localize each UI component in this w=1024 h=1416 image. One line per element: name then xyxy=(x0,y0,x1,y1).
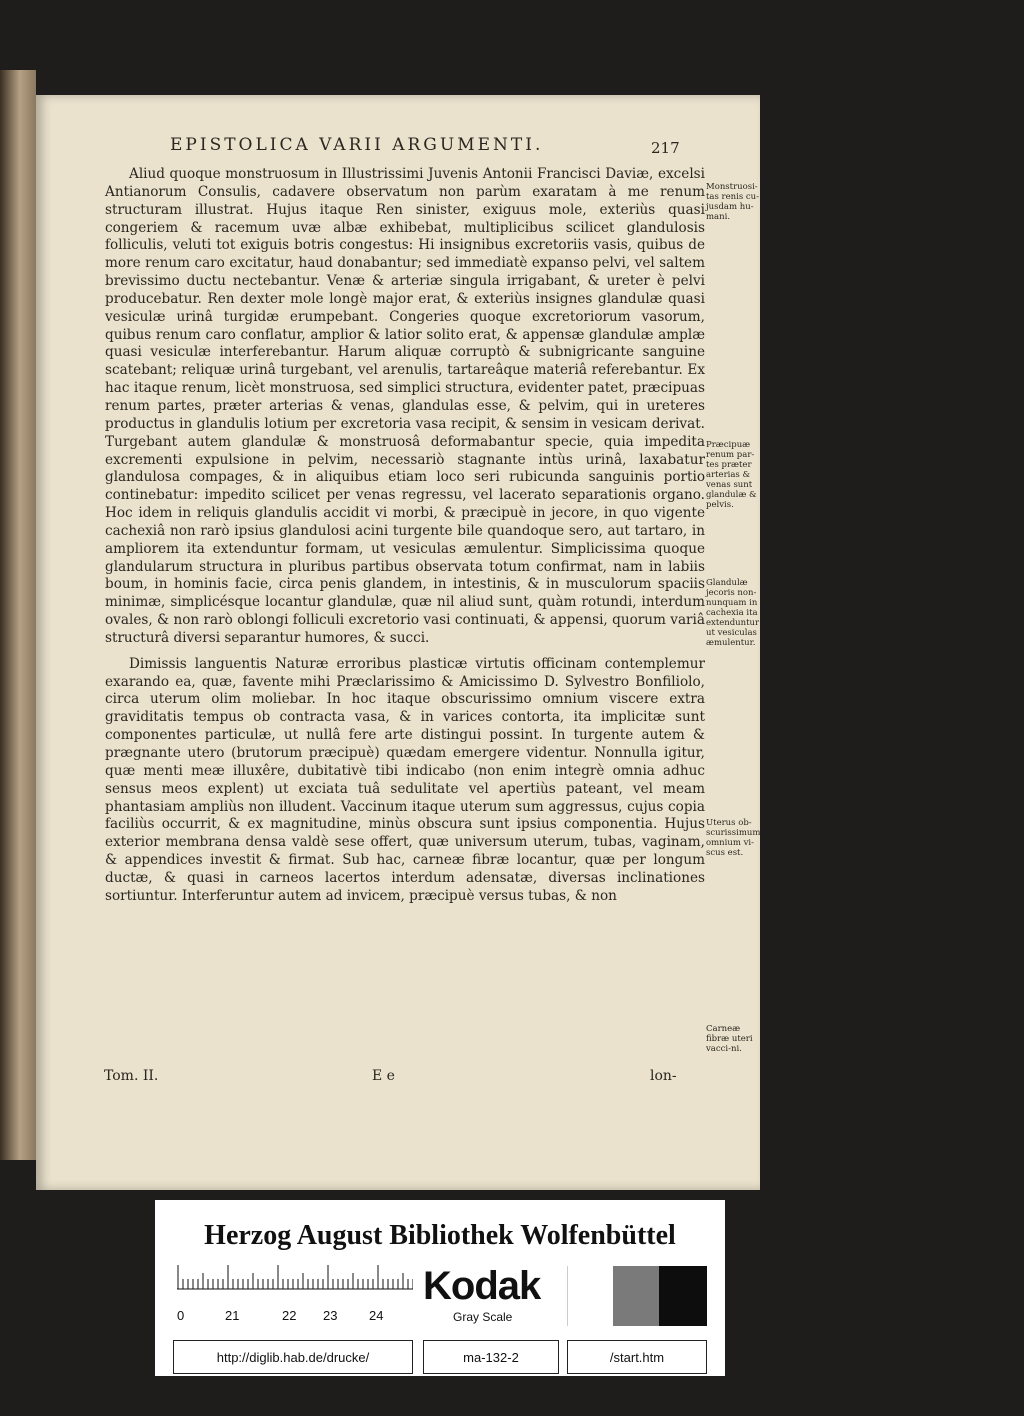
page-number: 217 xyxy=(651,139,680,157)
gray-scale-label: Gray Scale xyxy=(453,1310,513,1324)
volume-label: Tom. II. xyxy=(104,1068,159,1084)
body-text xyxy=(105,166,705,906)
facing-page-edge xyxy=(0,70,36,1160)
kodak-logo: Kodak xyxy=(423,1264,541,1308)
margin-note: Monstruosi-tas renis cu-jusdam hu-mani. xyxy=(706,182,760,222)
signature-mark: E e xyxy=(372,1068,395,1084)
paragraph: Dimissis languentis Naturæ erroribus plasticæ virtutis officinam contemplemur exarando ea, quæ, favente mihi Præclarissimo & Amicissimo D. Sylvestro Bonfiliolo, circa uterum olim moliebar. In hoc itaque obscurissimo omnium viscere extra graviditatis tempus ob contracta vasa, & in varices contorta, ita implicitæ sunt componentes particulæ, ut nullâ fere arte distingui possint. In turgente autem & prægnante utero (brutorum præcipuè) quædam emergere videntur. Nonnulla igitur, quæ menti meæ illuxêre, dubitativè tibi indicabo (non enim integrè omnia adhuc sensus meos explent) ut exciata tuâ sedulitate vel apertiùs pateant, vel meam phantasiam ampliùs non illudent. Vaccinum itaque uterum sum aggressus, cujus copia faciliùs occurrit, & ex magnitudine, minùs obscura sunt ipsius componentia. Hujus exterior membrana densa valdè sese offert, quæ universum uterum, tubas, vaginam, & appendices investit & firmat. Sub hac, carneæ fibræ locantur, quæ per longum ductæ, & quasi in carneos lacertos interdum adensatæ, diversas inclinationes sortiuntur. Interferuntur autem ad invicem, præcipuè versus tubas, & non xyxy=(105,655,705,904)
gray-patch-white xyxy=(567,1266,614,1326)
margin-note: Carneæ fibræ uteri vacci-ni. xyxy=(706,1024,753,1054)
gray-patch-black xyxy=(659,1266,707,1326)
margin-note: Glandulæ jecoris non-nunquam in cachexia ita extenduntur ut vesiculas æmulentur. xyxy=(706,578,760,648)
start-page-cell: /start.htm xyxy=(567,1340,707,1374)
gray-patch-mid xyxy=(613,1266,659,1326)
library-title: Herzog August Bibliothek Wolfenbüttel xyxy=(204,1220,676,1251)
catchword: lon- xyxy=(650,1068,677,1084)
ruler-scale xyxy=(177,1264,413,1290)
paragraph: Aliud quoque monstruosum in Illustrissimi Juvenis Antonii Francisci Daviæ, excelsi Antianorum Consulis, cadavere observatum non parùm exaratam à me renum structuram illustrat. Hujus itaque Ren sinister, exiguus mole, exteriùs quasi congeriem & racemum uvæ albæ exhibebat, multiplicibus scilicet glandulosis folliculis, veluti tot exiguis botris congestus: Hi insignibus excretoriis vasis, quibus de more renum caro excitatur, haud donabantur; sed immediatè expanso pelvi, vel saltem brevissimo ductu nectebantur. Venæ & arteriæ singula irrigabant, & ureter è pelvi producebatur. Ren dexter mole longè major erat, & exteriùs insignes glandulæ quasi vesiculæ urinâ turgidæ erumpebant. Congeries quoque excretoriorum vasorum, quibus renum caro conflatur, amplior & latior solito erat, & appensæ glandulæ amplæ quasi vesiculæ interferebantur. Harum aliquæ corruptò & subnigricante sanguine scatebant; reliquæ urinâ turgebant, vel arenulis, tartareâque materiâ referebantur. Ex hac itaque renum, licèt monstruosa, sed simplici structura, evidenter patet, præcipuas renum partes, præter arterias & venas, glandulas esse, & pelvim, qui in ureteres productus in glandulis lotium per excretoria vasa recipit, & sensim in vesicam derivat. Turgebant autem glandulæ & monstruosâ deformabantur specie, quia impedita excrementi expulsione in pelvim, necessariò stagnante intùs urinâ, laxabatur glandulosa compages, & in aliquibus etiam loco seri rubicunda sanguinis portio continebatur: impedito scilicet per venas regressu, vel lacerato separationis organo. Hoc idem in reliquis glandulis accidit vi morbi, & præcipuè in jecore, in quo vigente cachexiâ non rarò ipsius glandulosi acini turgente bile quandoque sero, aut tartaro, in ampliorem ita extenduntur formam, ut vesiculas æmulentur. Simplicissima quoque glandularum structura in pluribus partibus observata totum confirmat, nam in labiis boum, in hominis facie, circa penis glandem, in intestinis, & in musculorum spaciis minimæ, simplicésque locantur glandulæ, quæ nil aliud sunt, quàm rotundi, interdum ovales, & non rarò oblongi folliculi excretorio vasi continuati, & appensi, quorum variâ structurâ diversi separantur humores, & succi. xyxy=(105,166,705,646)
margin-note: Uterus ob-scurissimum omnium vi-scus est. xyxy=(706,818,761,858)
ruler-number: 23 xyxy=(323,1308,338,1323)
ruler-number: 22 xyxy=(282,1308,297,1323)
url-cell: http://diglib.hab.de/drucke/ xyxy=(173,1340,413,1374)
ruler-number: 0 xyxy=(177,1308,185,1323)
ruler-number: 21 xyxy=(225,1308,240,1323)
shelfmark-cell: ma-132-2 xyxy=(423,1340,559,1374)
running-head: EPISTOLICA VARII ARGUMENTI. xyxy=(170,135,544,155)
margin-note: Præcipuæ renum par-tes præter arterias & venas sunt glandulæ & pelvis. xyxy=(706,440,757,510)
library-target-card xyxy=(155,1200,725,1376)
ruler-number: 24 xyxy=(369,1308,384,1323)
